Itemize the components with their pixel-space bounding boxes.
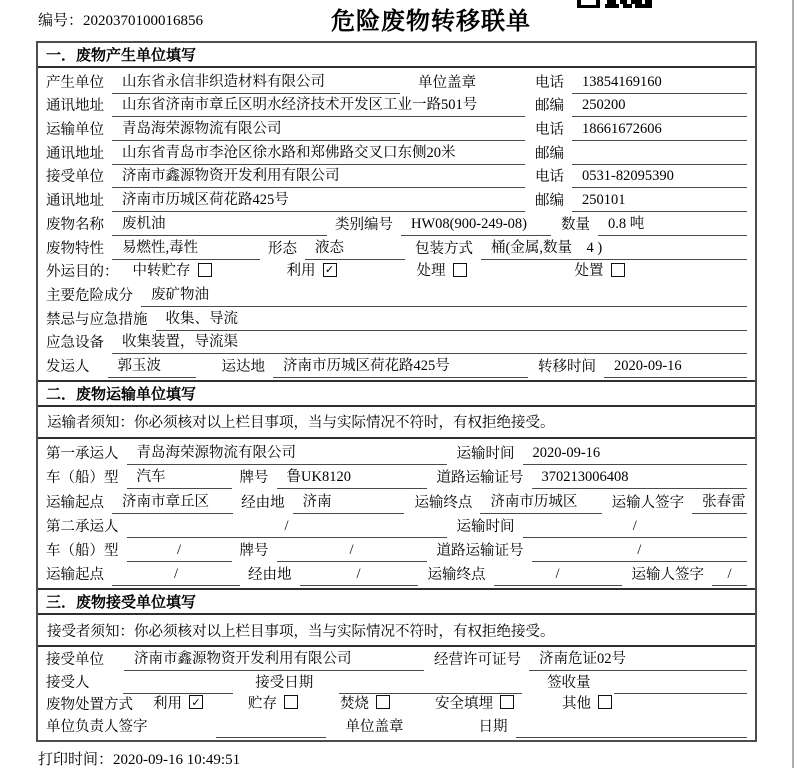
via-2-label: 经由地 bbox=[248, 567, 292, 584]
accept-date-label: 接受日期 bbox=[255, 674, 314, 691]
main-hazard-label: 主要危险成分 bbox=[46, 287, 133, 304]
print-time bbox=[38, 748, 240, 768]
origin-1-label: 运输起点 bbox=[46, 494, 104, 511]
producer-address-label: 通讯地址 bbox=[46, 98, 104, 115]
transporter-postcode-label: 邮编 bbox=[535, 145, 564, 162]
destination-field[interactable]: 济南市历城区荷花路425号 bbox=[273, 354, 528, 378]
transfer-date-field[interactable]: 2020-09-16 bbox=[604, 358, 747, 378]
road-permit-1-label: 道路运输证号 bbox=[436, 470, 524, 487]
producer-unit-field[interactable]: 山东省永信非织造材料有限公司 bbox=[112, 70, 400, 94]
print-time-label: 打印时间： bbox=[38, 752, 114, 768]
receiver-unit-field[interactable]: 济南市鑫源物资开发利用有限公司 bbox=[112, 164, 525, 188]
responsible-signature-field[interactable] bbox=[216, 718, 326, 738]
section-receiver-title: 三．废物接受单位填写 bbox=[38, 590, 755, 615]
second-carrier-field[interactable]: / bbox=[127, 518, 447, 538]
accept-unit-field[interactable]: 济南市鑫源物资开发利用有限公司 bbox=[124, 647, 424, 671]
second-carrier-label: 第二承运人 bbox=[46, 518, 119, 535]
waste-name-field[interactable]: 废机油 bbox=[112, 212, 327, 236]
waste-name-label: 废物名称 bbox=[46, 216, 104, 233]
producer-postcode-label: 邮编 bbox=[535, 98, 564, 115]
form-row bbox=[46, 441, 747, 465]
section-receiver-body bbox=[38, 647, 755, 740]
receiver-postcode-field[interactable]: 250101 bbox=[572, 192, 747, 212]
accept-unit-seal-label: 单位盖章 bbox=[345, 719, 404, 736]
unit-seal-label: 单位盖章 bbox=[418, 74, 476, 91]
plate-no-1-field[interactable]: 鲁UK8120 bbox=[277, 465, 427, 489]
section-transport-title: 二．废物运输单位填写 bbox=[38, 382, 755, 407]
checkbox-label: 焚烧 bbox=[340, 695, 369, 712]
checkbox-box[interactable] bbox=[598, 695, 612, 709]
producer-phone-label: 电话 bbox=[535, 74, 564, 91]
form-row bbox=[46, 489, 747, 513]
accept-person-label: 接受人 bbox=[46, 674, 90, 691]
carrier-signature-1-field[interactable]: 张春雷 bbox=[692, 490, 747, 514]
checkbox-label: 利用 bbox=[153, 695, 182, 712]
section-producer-body bbox=[38, 68, 755, 380]
section-producer-title: 一．废物产生单位填写 bbox=[38, 43, 755, 68]
emergency-measures-field[interactable]: 收集、导流 bbox=[156, 307, 748, 331]
receiver-unit-label: 接受单位 bbox=[46, 169, 104, 186]
purpose-utilize-checkbox[interactable] bbox=[287, 259, 337, 283]
form-row bbox=[46, 236, 747, 260]
disposal-landfill-checkbox[interactable] bbox=[435, 692, 514, 716]
section-producer bbox=[38, 43, 755, 380]
vehicle-type-1-field[interactable]: 汽车 bbox=[127, 465, 232, 489]
transfer-date-label: 转移时间 bbox=[538, 358, 596, 375]
checkbox-box[interactable] bbox=[376, 695, 390, 709]
checkbox-label: 中转贮存 bbox=[132, 263, 191, 280]
form-row bbox=[46, 671, 747, 693]
producer-address-field[interactable]: 山东省济南市章丘区明水经济技术开发区工业一路501号 bbox=[112, 93, 525, 117]
waste-characteristics-label: 废物特性 bbox=[46, 240, 104, 257]
transport-time-2-field[interactable]: / bbox=[523, 518, 748, 538]
signed-quantity-label: 签收量 bbox=[547, 674, 591, 691]
transfer-storage-checkbox[interactable] bbox=[133, 259, 212, 283]
form-row bbox=[46, 716, 747, 738]
form-row bbox=[46, 117, 747, 141]
checkbox-label: 处置 bbox=[574, 263, 604, 280]
road-permit-2-label: 道路运输证号 bbox=[436, 542, 524, 559]
form-title: 危险废物转移联单 bbox=[331, 8, 531, 35]
transporter-notice: 运输者须知：你必须核对以上栏目事项，当与实际情况不符时，有权拒绝接受。 bbox=[38, 407, 755, 439]
receiver-notice: 接受者须知：你必须核对以上栏目事项，当与实际情况不符时，有权拒绝接受。 bbox=[38, 615, 755, 647]
accept-unit-label: 接受单位 bbox=[46, 652, 104, 669]
producer-postcode-field[interactable]: 250200 bbox=[572, 97, 747, 117]
producer-unit-label: 产生单位 bbox=[46, 74, 104, 91]
checkbox-box[interactable] bbox=[611, 263, 625, 277]
page-edge-line bbox=[792, 0, 794, 768]
form-row bbox=[46, 212, 747, 236]
license-no-label: 经营许可证号 bbox=[434, 652, 521, 669]
doc-number-value: 2020370100016856 bbox=[83, 13, 204, 29]
receiver-phone-label: 电话 bbox=[535, 169, 564, 186]
origin-2-label: 运输起点 bbox=[46, 567, 104, 584]
road-permit-1-field[interactable]: 370213006408 bbox=[532, 469, 748, 489]
accept-seal-date-field[interactable] bbox=[516, 718, 748, 738]
checkbox-label: 安全填埋 bbox=[435, 695, 493, 712]
receiver-address-field[interactable]: 济南市历城区荷花路425号 bbox=[112, 188, 525, 212]
section-transport-body bbox=[38, 439, 755, 588]
checkbox-box[interactable] bbox=[453, 263, 467, 277]
transporter-unit-label: 运输单位 bbox=[46, 122, 104, 139]
form-row bbox=[46, 514, 747, 538]
first-carrier-label: 第一承运人 bbox=[46, 446, 119, 463]
form-row bbox=[46, 70, 747, 94]
responsible-signature-label: 单位负责人签字 bbox=[46, 719, 148, 736]
origin-1-field[interactable]: 济南市章丘区 bbox=[112, 490, 233, 514]
section-transport bbox=[38, 380, 755, 588]
vehicle-type-1-label: 车（船）型 bbox=[46, 470, 119, 487]
destination-label: 运达地 bbox=[221, 358, 265, 375]
disposal-other-checkbox[interactable] bbox=[562, 692, 612, 716]
packaging-method-field[interactable]: 桶(金属,数量 4 ) bbox=[481, 236, 747, 260]
form-row bbox=[46, 354, 747, 378]
form-row bbox=[46, 562, 747, 586]
emergency-equipment-label: 应急设备 bbox=[46, 335, 104, 352]
plate-no-1-label: 牌号 bbox=[239, 470, 269, 487]
receiver-address-label: 通讯地址 bbox=[46, 193, 104, 210]
transport-time-1-label: 运输时间 bbox=[456, 446, 515, 463]
form-row bbox=[46, 465, 747, 489]
section-receiver bbox=[38, 588, 755, 740]
manifest-form bbox=[36, 41, 757, 742]
print-time-value: 2020-09-16 10:49:51 bbox=[113, 752, 241, 768]
receiver-phone-field[interactable]: 0531-82095390 bbox=[572, 168, 747, 188]
emergency-measures-label: 禁忌与应急措施 bbox=[46, 311, 148, 328]
carrier-signature-2-field[interactable]: / bbox=[712, 566, 747, 586]
via-1-label: 经由地 bbox=[241, 494, 285, 511]
terminus-2-field[interactable]: / bbox=[494, 566, 622, 586]
accept-seal-date-label: 日期 bbox=[478, 719, 508, 736]
form-row bbox=[46, 141, 747, 165]
waste-form-field[interactable]: 液态 bbox=[305, 236, 405, 260]
terminus-2-label: 运输终点 bbox=[427, 567, 486, 584]
doc-number bbox=[38, 9, 203, 30]
qr-code-fragment bbox=[577, 0, 655, 8]
form-row bbox=[46, 331, 747, 355]
form-row bbox=[46, 283, 747, 307]
waste-quantity-field[interactable]: 0.8 吨 bbox=[598, 212, 747, 236]
transport-time-1-field[interactable]: 2020-09-16 bbox=[523, 445, 748, 465]
form-row bbox=[46, 694, 747, 716]
road-permit-2-field[interactable]: / bbox=[532, 542, 748, 562]
carrier-signature-1-label: 运输人签字 bbox=[611, 494, 685, 511]
main-hazard-field[interactable]: 废矿物油 bbox=[141, 283, 747, 307]
transporter-phone-label: 电话 bbox=[535, 122, 564, 139]
disposal-method-label: 废物处置方式 bbox=[46, 696, 133, 713]
checkbox-box[interactable] bbox=[284, 695, 298, 709]
waste-category-field[interactable]: HW08(900-249-08) bbox=[401, 216, 551, 236]
checkbox-label: 处理 bbox=[416, 263, 446, 280]
transfer-purpose-label: 外运目的： bbox=[46, 264, 119, 281]
via-2-field[interactable]: / bbox=[300, 566, 418, 586]
terminus-1-label: 运输终点 bbox=[414, 494, 473, 511]
vehicle-type-2-field[interactable]: / bbox=[127, 542, 232, 562]
via-1-field[interactable]: 济南 bbox=[293, 490, 405, 514]
form-row bbox=[46, 94, 747, 118]
terminus-1-field[interactable]: 济南市历城区 bbox=[480, 490, 601, 514]
transport-time-2-label: 运输时间 bbox=[456, 518, 515, 535]
purpose-treat-checkbox[interactable] bbox=[417, 259, 467, 283]
origin-2-field[interactable]: / bbox=[112, 566, 240, 586]
waste-category-label: 类别编号 bbox=[335, 216, 393, 233]
form-row bbox=[46, 188, 747, 212]
signed-quantity-field[interactable] bbox=[614, 674, 747, 694]
disposal-utilize-checkbox[interactable] bbox=[153, 692, 203, 716]
form-row bbox=[46, 649, 747, 671]
doc-number-label: 编号： bbox=[38, 13, 84, 29]
waste-form-label: 形态 bbox=[268, 240, 297, 257]
purpose-dispose-checkbox[interactable] bbox=[575, 259, 625, 283]
form-row bbox=[46, 307, 747, 331]
transporter-phone-field[interactable]: 18661672606 bbox=[572, 121, 747, 141]
plate-no-2-label: 牌号 bbox=[239, 542, 269, 559]
form-row bbox=[46, 260, 747, 284]
disposal-incinerate-checkbox[interactable] bbox=[340, 692, 390, 716]
vehicle-type-2-label: 车（船）型 bbox=[46, 542, 119, 559]
checkbox-box[interactable] bbox=[500, 695, 514, 709]
accept-date-field[interactable] bbox=[339, 674, 522, 694]
license-no-field[interactable]: 济南危证02号 bbox=[529, 647, 747, 671]
consignor-field[interactable]: 郭玉波 bbox=[108, 354, 196, 378]
first-carrier-field[interactable]: 青岛海荣源物流有限公司 bbox=[127, 441, 447, 465]
transporter-address-label: 通讯地址 bbox=[46, 145, 104, 162]
accept-person-field[interactable] bbox=[123, 674, 234, 694]
packaging-method-label: 包装方式 bbox=[415, 240, 473, 257]
transporter-postcode-field[interactable] bbox=[572, 145, 747, 165]
receiver-postcode-label: 邮编 bbox=[535, 193, 564, 210]
form-row bbox=[46, 538, 747, 562]
form-row bbox=[46, 165, 747, 189]
carrier-signature-2-label: 运输人签字 bbox=[631, 567, 704, 584]
transporter-unit-field[interactable]: 青岛海荣源物流有限公司 bbox=[112, 117, 525, 141]
producer-phone-field[interactable]: 13854169160 bbox=[572, 74, 747, 94]
emergency-equipment-field[interactable]: 收集装置，导流渠 bbox=[112, 330, 747, 354]
consignor-label: 发运人 bbox=[46, 358, 90, 375]
checkbox-label: 其他 bbox=[562, 695, 591, 712]
checkbox-box[interactable]: ✓ bbox=[323, 263, 337, 277]
waste-quantity-label: 数量 bbox=[561, 216, 590, 233]
waste-characteristics-field[interactable]: 易燃性,毒性 bbox=[112, 236, 260, 260]
checkbox-box[interactable] bbox=[198, 263, 212, 277]
checkbox-label: 利用 bbox=[286, 263, 316, 280]
checkbox-box[interactable]: ✓ bbox=[189, 695, 203, 709]
disposal-storage-checkbox[interactable] bbox=[248, 692, 298, 716]
checkbox-label: 贮存 bbox=[248, 695, 277, 712]
plate-no-2-field[interactable]: / bbox=[277, 542, 427, 562]
transporter-address-field[interactable]: 山东省青岛市李沧区徐水路和郑佛路交叉口东侧20米 bbox=[112, 141, 525, 165]
